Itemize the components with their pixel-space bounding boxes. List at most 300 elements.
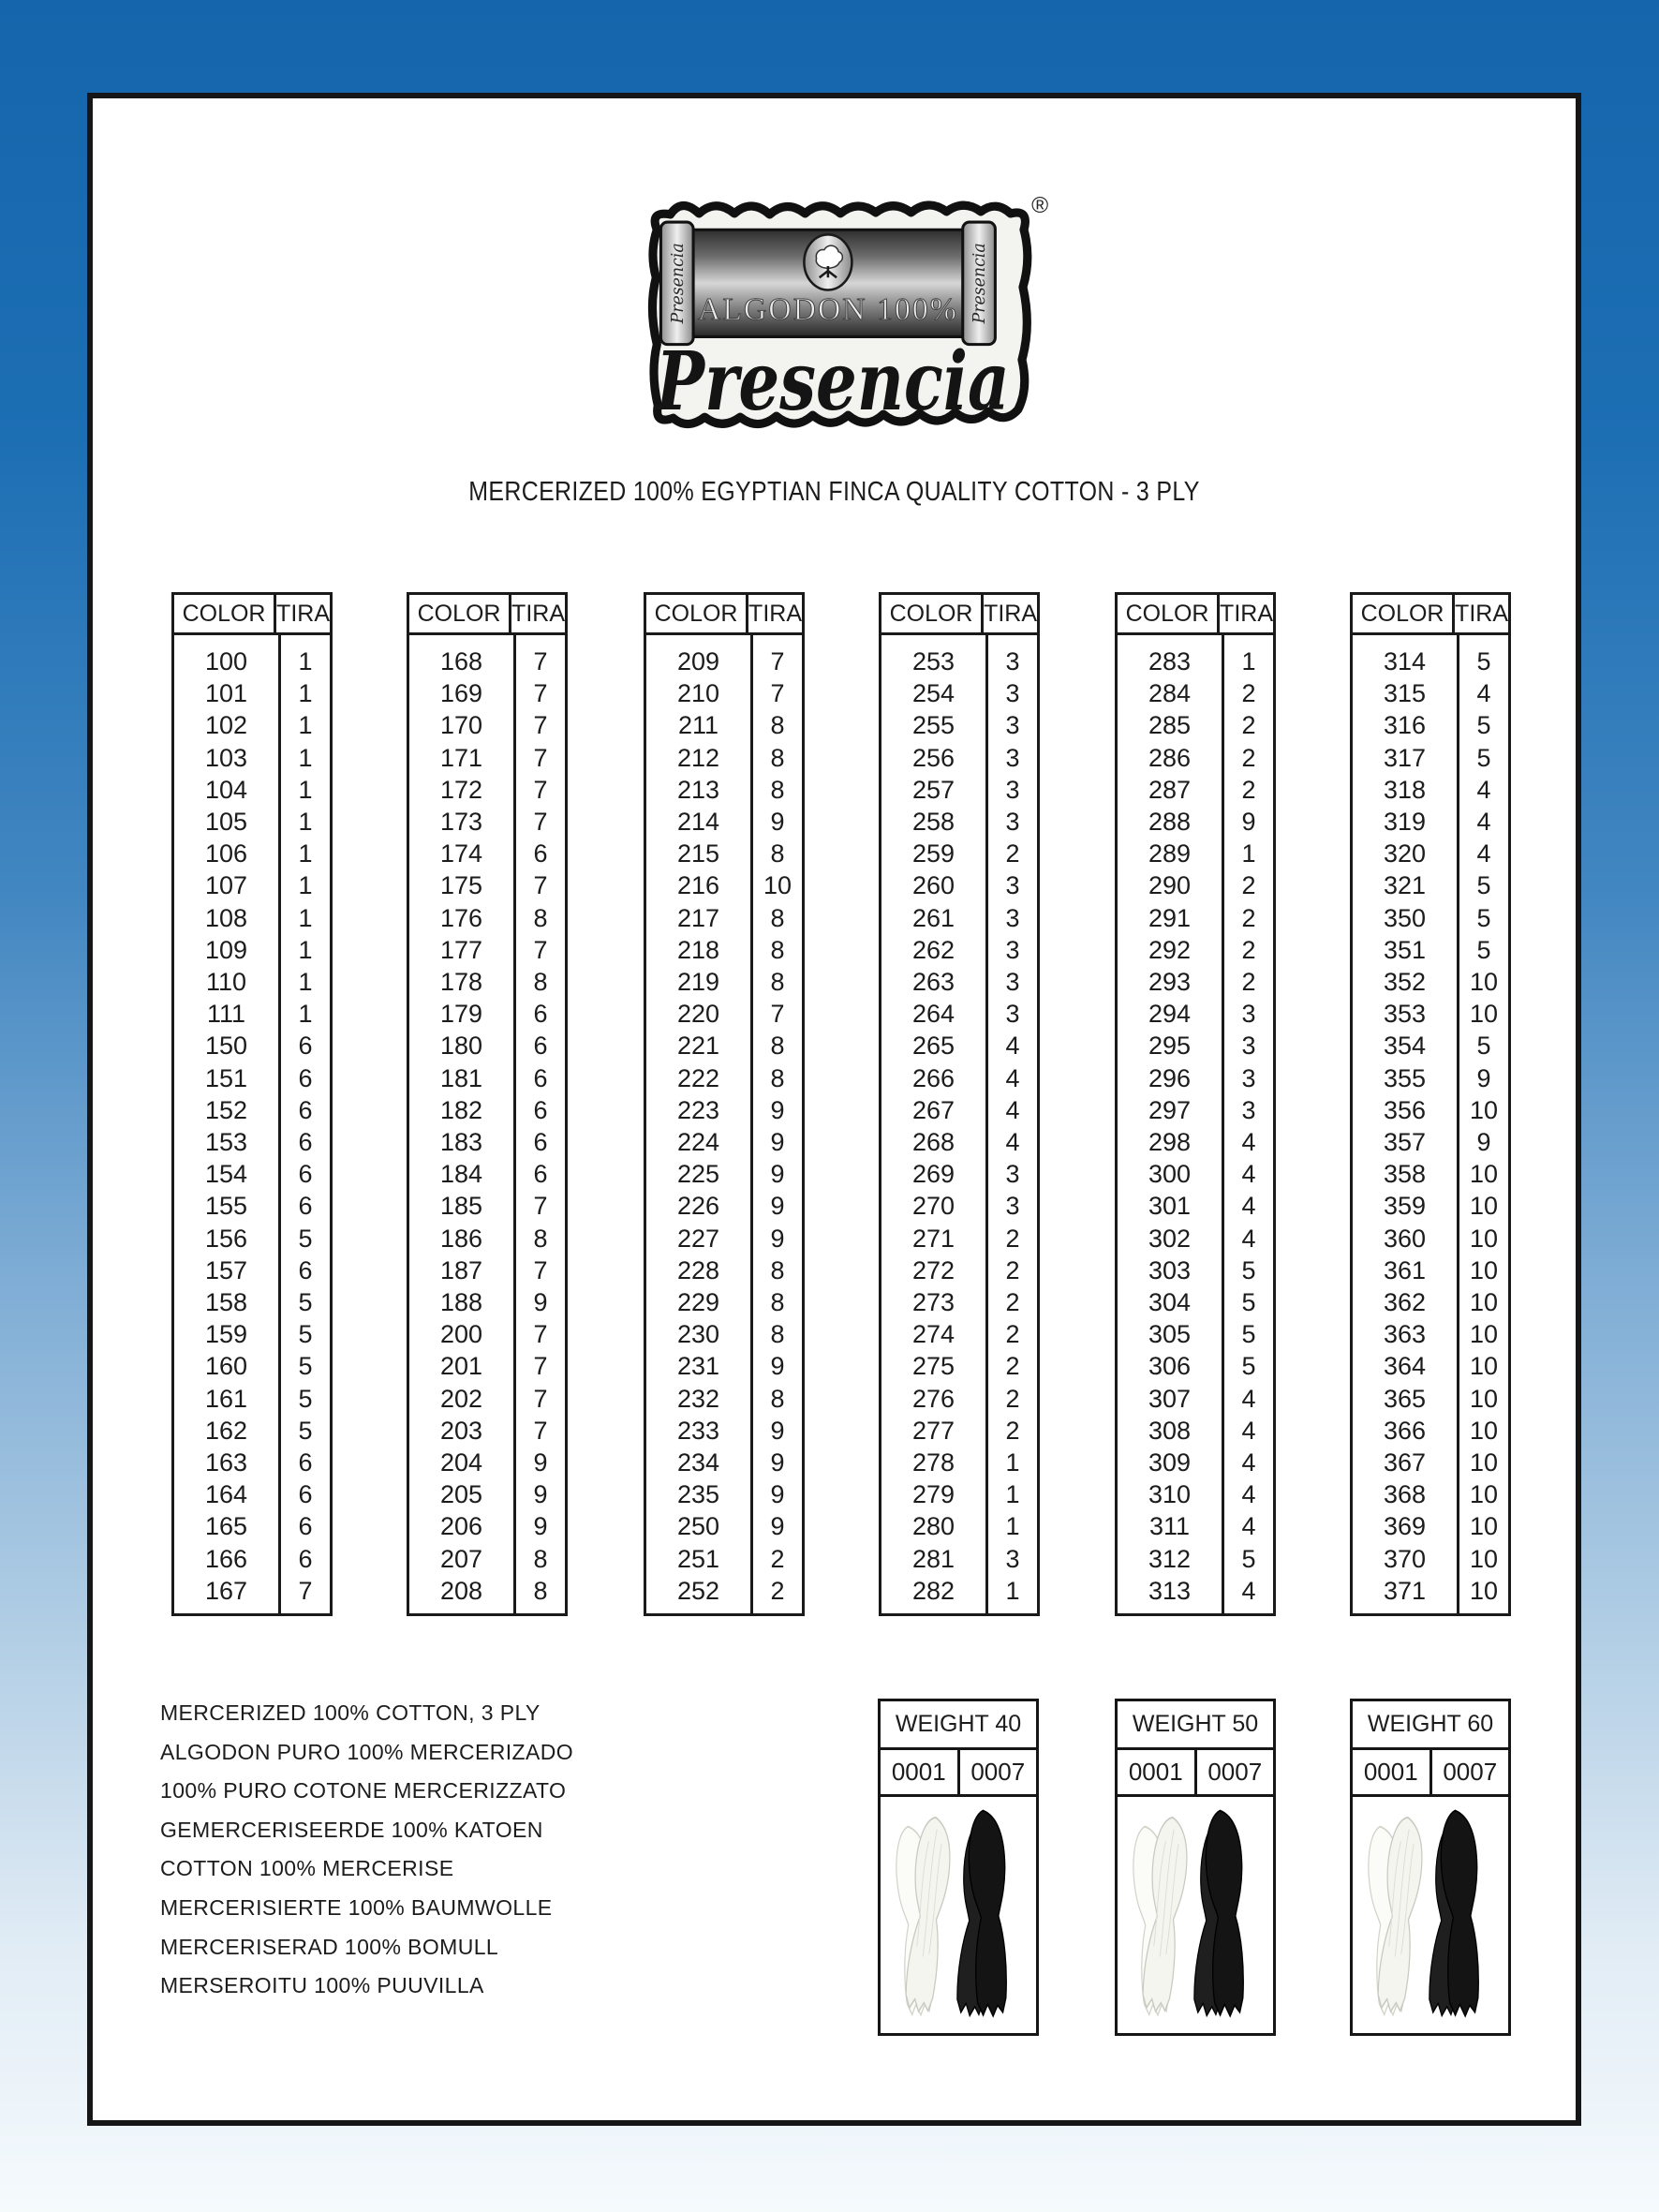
table-row bbox=[1353, 902, 1508, 934]
table-row bbox=[646, 1350, 802, 1382]
tira-cell: 5 bbox=[298, 1352, 313, 1381]
tira-cell: 9 bbox=[770, 1095, 785, 1124]
color-cell: 218 bbox=[676, 935, 720, 964]
footnote-line: MERCERISERAD 100% BOMULL bbox=[160, 1934, 499, 1959]
color-cell: 233 bbox=[676, 1416, 720, 1445]
tira-cell: 8 bbox=[770, 1032, 785, 1061]
tira-cell: 8 bbox=[533, 1576, 548, 1605]
tira-cell: 6 bbox=[298, 1063, 313, 1092]
color-cell: 293 bbox=[1148, 968, 1192, 997]
color-cell: 200 bbox=[439, 1320, 483, 1349]
tira-cell: 4 bbox=[1476, 839, 1491, 868]
color-codes-row bbox=[881, 1750, 1036, 1797]
table-row bbox=[881, 966, 1037, 998]
color-cell: 203 bbox=[439, 1416, 483, 1445]
table-row bbox=[409, 774, 565, 806]
color-cell: 225 bbox=[676, 1160, 720, 1189]
table-row bbox=[409, 1158, 565, 1190]
table-row bbox=[409, 1510, 565, 1542]
color-cell: 312 bbox=[1148, 1544, 1192, 1573]
color-cell: 184 bbox=[439, 1160, 483, 1189]
weight-box bbox=[1115, 1699, 1276, 2036]
tira-cell: 5 bbox=[1241, 1288, 1256, 1317]
table-row bbox=[1118, 1190, 1273, 1222]
table-row bbox=[409, 1126, 565, 1158]
tira-cell: 7 bbox=[533, 1255, 548, 1284]
tira-cell: 6 bbox=[298, 1255, 313, 1284]
table-row bbox=[646, 1062, 802, 1094]
table-row bbox=[1118, 1126, 1273, 1158]
table-row bbox=[174, 1126, 330, 1158]
color-cell: 255 bbox=[911, 711, 955, 740]
color-cell: 187 bbox=[439, 1255, 483, 1284]
tira-column-header: TIRA bbox=[1455, 601, 1508, 627]
table-row bbox=[174, 774, 330, 806]
table-row bbox=[174, 1158, 330, 1190]
table-row bbox=[1353, 742, 1508, 774]
table-body bbox=[1353, 635, 1508, 1613]
color-cell: 182 bbox=[439, 1095, 483, 1124]
table-row bbox=[881, 806, 1037, 838]
table-row bbox=[646, 1543, 802, 1575]
tira-cell: 1 bbox=[298, 871, 313, 900]
black-skein bbox=[955, 1808, 1012, 2018]
color-cell: 265 bbox=[911, 1032, 955, 1061]
table-row bbox=[174, 934, 330, 966]
table-row bbox=[646, 1383, 802, 1415]
tira-cell: 3 bbox=[1005, 1192, 1020, 1221]
tira-cell: 4 bbox=[1241, 1192, 1256, 1221]
color-cell: 268 bbox=[911, 1128, 955, 1157]
color-cell: 264 bbox=[911, 1000, 955, 1029]
table-row bbox=[174, 1415, 330, 1447]
tira-cell: 3 bbox=[1241, 1063, 1256, 1092]
logo-label: ALGODON 100% bbox=[697, 292, 958, 328]
weight-title: WEIGHT 40 bbox=[881, 1701, 1036, 1750]
table-row bbox=[881, 1543, 1037, 1575]
color-cell: 291 bbox=[1148, 903, 1192, 932]
color-table-group bbox=[879, 592, 1040, 1616]
tira-cell: 2 bbox=[1005, 1320, 1020, 1349]
skeins-illustration bbox=[1118, 1797, 1273, 2033]
table-row bbox=[409, 838, 565, 869]
table-row bbox=[881, 1158, 1037, 1190]
color-cell: 260 bbox=[911, 871, 955, 900]
table-row bbox=[646, 1575, 802, 1607]
tira-cell: 4 bbox=[1005, 1063, 1020, 1092]
table-row bbox=[881, 1254, 1037, 1286]
table-row bbox=[881, 1575, 1037, 1607]
footnote-line: 100% PURO COTONE MERCERIZZATO bbox=[160, 1778, 567, 1804]
tira-cell: 6 bbox=[533, 1160, 548, 1189]
table-row bbox=[881, 1383, 1037, 1415]
color-cell: 274 bbox=[911, 1320, 955, 1349]
table-row bbox=[881, 1447, 1037, 1478]
color-cell: 235 bbox=[676, 1480, 720, 1509]
tira-column-header: TIRA bbox=[276, 601, 330, 627]
color-cell: 175 bbox=[439, 871, 483, 900]
table-row bbox=[174, 1030, 330, 1061]
color-cell: 167 bbox=[204, 1576, 248, 1605]
color-cell: 279 bbox=[911, 1480, 955, 1509]
table-header-row bbox=[646, 595, 802, 635]
tira-cell: 7 bbox=[298, 1576, 313, 1605]
tira-cell: 3 bbox=[1241, 1095, 1256, 1124]
tira-cell: 8 bbox=[770, 839, 785, 868]
color-cell: 261 bbox=[911, 903, 955, 932]
table-row bbox=[646, 1254, 802, 1286]
table-row bbox=[409, 1190, 565, 1222]
tira-cell: 4 bbox=[1241, 1416, 1256, 1445]
tira-cell: 2 bbox=[770, 1576, 785, 1605]
color-cell: 228 bbox=[676, 1255, 720, 1284]
color-cell: 176 bbox=[439, 903, 483, 932]
logo-illustration bbox=[594, 169, 1072, 459]
color-cell: 216 bbox=[676, 871, 720, 900]
tira-cell: 10 bbox=[1469, 1512, 1499, 1541]
color-cell: 171 bbox=[439, 743, 483, 772]
table-row bbox=[1353, 1126, 1508, 1158]
tira-cell: 5 bbox=[1476, 711, 1491, 740]
color-cell: 178 bbox=[439, 968, 483, 997]
tira-cell: 3 bbox=[1005, 871, 1020, 900]
tira-cell: 3 bbox=[1005, 1544, 1020, 1573]
table-row bbox=[881, 838, 1037, 869]
color-cell: 281 bbox=[911, 1544, 955, 1573]
color-cell: 361 bbox=[1383, 1255, 1427, 1284]
table-row bbox=[646, 1190, 802, 1222]
color-cell: 289 bbox=[1148, 839, 1192, 868]
code-black-cell: 0007 bbox=[970, 1758, 1026, 1786]
table-row bbox=[174, 1062, 330, 1094]
tira-cell: 4 bbox=[1476, 775, 1491, 804]
tira-cell: 7 bbox=[533, 1192, 548, 1221]
table-row bbox=[174, 1447, 330, 1478]
color-cell: 309 bbox=[1148, 1448, 1192, 1477]
table-row bbox=[646, 1286, 802, 1318]
tira-cell: 5 bbox=[298, 1384, 313, 1413]
table-row bbox=[1353, 1543, 1508, 1575]
table-row bbox=[1353, 998, 1508, 1030]
code-white-cell: 0001 bbox=[1353, 1750, 1432, 1794]
table-row bbox=[646, 838, 802, 869]
color-cell: 202 bbox=[439, 1384, 483, 1413]
tira-cell: 6 bbox=[298, 1480, 313, 1509]
color-cell: 290 bbox=[1148, 871, 1192, 900]
color-cell: 304 bbox=[1148, 1288, 1192, 1317]
tira-cell: 3 bbox=[1005, 1000, 1020, 1029]
table-row bbox=[409, 1223, 565, 1254]
tira-cell: 8 bbox=[770, 968, 785, 997]
color-cell: 253 bbox=[911, 647, 955, 675]
color-cell: 273 bbox=[911, 1288, 955, 1317]
weight-box bbox=[878, 1699, 1039, 2036]
table-row bbox=[881, 677, 1037, 709]
white-skein bbox=[1366, 1814, 1426, 2017]
color-cell: 103 bbox=[204, 743, 248, 772]
color-cell: 269 bbox=[911, 1160, 955, 1189]
table-row bbox=[409, 742, 565, 774]
document-page bbox=[87, 93, 1581, 2126]
tira-cell: 3 bbox=[1005, 1160, 1020, 1189]
table-row bbox=[646, 646, 802, 677]
table-row bbox=[1118, 1030, 1273, 1061]
tira-cell: 8 bbox=[770, 711, 785, 740]
tira-cell: 7 bbox=[533, 711, 548, 740]
table-row bbox=[1353, 1030, 1508, 1061]
color-cell: 296 bbox=[1148, 1063, 1192, 1092]
color-table-group bbox=[1115, 592, 1276, 1616]
tira-cell: 10 bbox=[1469, 1480, 1499, 1509]
table-row bbox=[409, 709, 565, 741]
table-row bbox=[881, 1510, 1037, 1542]
color-cell: 154 bbox=[204, 1160, 248, 1189]
table-row bbox=[881, 1415, 1037, 1447]
color-cell: 212 bbox=[676, 743, 720, 772]
color-cell: 188 bbox=[439, 1288, 483, 1317]
tira-cell: 4 bbox=[1005, 1128, 1020, 1157]
table-row bbox=[1118, 1383, 1273, 1415]
color-cell: 303 bbox=[1148, 1255, 1192, 1284]
color-cell: 207 bbox=[439, 1544, 483, 1573]
tira-cell: 6 bbox=[298, 1544, 313, 1573]
table-row bbox=[409, 677, 565, 709]
table-row bbox=[1118, 934, 1273, 966]
color-cell: 355 bbox=[1383, 1063, 1427, 1092]
tira-cell: 10 bbox=[1469, 968, 1499, 997]
color-cell: 214 bbox=[676, 808, 720, 837]
table-row bbox=[646, 1223, 802, 1254]
table-row bbox=[881, 774, 1037, 806]
color-cell: 170 bbox=[439, 711, 483, 740]
table-row bbox=[1353, 1383, 1508, 1415]
table-row bbox=[646, 934, 802, 966]
tira-cell: 4 bbox=[1241, 1480, 1256, 1509]
table-row bbox=[646, 1447, 802, 1478]
color-cell: 169 bbox=[439, 679, 483, 708]
table-row bbox=[881, 1350, 1037, 1382]
tira-cell: 7 bbox=[533, 775, 548, 804]
tira-cell: 7 bbox=[533, 935, 548, 964]
tira-cell: 6 bbox=[533, 1063, 548, 1092]
color-table-group bbox=[171, 592, 333, 1616]
tira-cell: 4 bbox=[1241, 1448, 1256, 1477]
table-row bbox=[174, 806, 330, 838]
tira-cell: 9 bbox=[533, 1512, 548, 1541]
table-row bbox=[881, 1062, 1037, 1094]
tira-cell: 7 bbox=[533, 1320, 548, 1349]
color-cell: 316 bbox=[1383, 711, 1427, 740]
tira-cell: 1 bbox=[298, 743, 313, 772]
table-row bbox=[881, 646, 1037, 677]
tira-cell: 5 bbox=[1241, 1544, 1256, 1573]
tira-cell: 3 bbox=[1241, 1000, 1256, 1029]
color-cell: 267 bbox=[911, 1095, 955, 1124]
table-row bbox=[409, 1030, 565, 1061]
table-row bbox=[174, 677, 330, 709]
tira-cell: 2 bbox=[1241, 743, 1256, 772]
color-cell: 302 bbox=[1148, 1224, 1192, 1253]
tira-cell: 2 bbox=[1005, 1416, 1020, 1445]
tira-cell: 4 bbox=[1241, 1576, 1256, 1605]
tira-cell: 3 bbox=[1005, 903, 1020, 932]
table-row bbox=[174, 869, 330, 901]
color-cell: 276 bbox=[911, 1384, 955, 1413]
color-cell: 161 bbox=[204, 1384, 248, 1413]
color-cell: 317 bbox=[1383, 743, 1427, 772]
tira-cell: 8 bbox=[533, 1544, 548, 1573]
table-row bbox=[1353, 1286, 1508, 1318]
tira-column-header: TIRA bbox=[748, 601, 802, 627]
table-row bbox=[1353, 838, 1508, 869]
color-cell: 254 bbox=[911, 679, 955, 708]
table-row bbox=[646, 1510, 802, 1542]
table-row bbox=[1353, 709, 1508, 741]
table-row bbox=[1353, 1062, 1508, 1094]
color-cell: 362 bbox=[1383, 1288, 1427, 1317]
table-row bbox=[881, 902, 1037, 934]
tira-cell: 1 bbox=[1005, 1480, 1020, 1509]
tira-cell: 9 bbox=[533, 1448, 548, 1477]
color-cell: 275 bbox=[911, 1352, 955, 1381]
tira-cell: 1 bbox=[1241, 647, 1256, 675]
table-row bbox=[409, 646, 565, 677]
color-cell: 282 bbox=[911, 1576, 955, 1605]
tira-cell: 8 bbox=[770, 1384, 785, 1413]
tira-cell: 5 bbox=[1476, 1032, 1491, 1061]
tira-cell: 2 bbox=[1241, 679, 1256, 708]
tira-cell: 9 bbox=[1241, 808, 1256, 837]
tira-cell: 8 bbox=[770, 743, 785, 772]
table-row bbox=[1353, 1478, 1508, 1510]
footnote-line: GEMERCERISEERDE 100% KATOEN bbox=[160, 1817, 543, 1842]
table-row bbox=[1118, 742, 1273, 774]
table-row bbox=[1118, 1094, 1273, 1126]
black-skein bbox=[1427, 1808, 1484, 2018]
footnote-line: COTTON 100% MERCERISE bbox=[160, 1856, 454, 1881]
table-row bbox=[1118, 1286, 1273, 1318]
tira-cell: 3 bbox=[1241, 1032, 1256, 1061]
color-cell: 285 bbox=[1148, 711, 1192, 740]
color-cell: 150 bbox=[204, 1032, 248, 1061]
color-cell: 234 bbox=[676, 1448, 720, 1477]
table-row bbox=[174, 838, 330, 869]
tira-cell: 8 bbox=[533, 1224, 548, 1253]
color-cell: 232 bbox=[676, 1384, 720, 1413]
color-cell: 208 bbox=[439, 1576, 483, 1605]
color-cell: 227 bbox=[676, 1224, 720, 1253]
tira-cell: 10 bbox=[1469, 1384, 1499, 1413]
tira-cell: 4 bbox=[1241, 1128, 1256, 1157]
tira-cell: 9 bbox=[770, 1512, 785, 1541]
tira-cell: 2 bbox=[1241, 968, 1256, 997]
color-cell: 159 bbox=[204, 1320, 248, 1349]
tira-cell: 6 bbox=[533, 1095, 548, 1124]
color-cell: 256 bbox=[911, 743, 955, 772]
color-cell: 204 bbox=[439, 1448, 483, 1477]
tira-cell: 2 bbox=[1005, 1224, 1020, 1253]
table-row bbox=[881, 742, 1037, 774]
weight-title: WEIGHT 60 bbox=[1353, 1701, 1508, 1750]
table-row bbox=[881, 934, 1037, 966]
tira-cell: 8 bbox=[770, 903, 785, 932]
tira-cell: 7 bbox=[533, 808, 548, 837]
table-row bbox=[646, 902, 802, 934]
logo-side-text-right: Presencia bbox=[970, 243, 990, 324]
table-row bbox=[1118, 1415, 1273, 1447]
tira-cell: 6 bbox=[298, 1128, 313, 1157]
color-cell: 166 bbox=[204, 1544, 248, 1573]
color-codes-row bbox=[1118, 1750, 1273, 1797]
color-cell: 311 bbox=[1148, 1512, 1191, 1541]
table-row bbox=[1118, 998, 1273, 1030]
color-cell: 308 bbox=[1148, 1416, 1192, 1445]
tira-cell: 3 bbox=[1005, 647, 1020, 675]
tira-cell: 2 bbox=[770, 1544, 785, 1573]
color-cell: 231 bbox=[676, 1352, 720, 1381]
table-row bbox=[646, 1030, 802, 1061]
table-row bbox=[174, 1223, 330, 1254]
tira-cell: 2 bbox=[1241, 775, 1256, 804]
table-row bbox=[409, 1350, 565, 1382]
tira-cell: 2 bbox=[1005, 839, 1020, 868]
table-row bbox=[1353, 1094, 1508, 1126]
table-header-row bbox=[1118, 595, 1273, 635]
color-cell: 286 bbox=[1148, 743, 1192, 772]
color-cell: 158 bbox=[204, 1288, 248, 1317]
table-row bbox=[409, 902, 565, 934]
table-row bbox=[1353, 1318, 1508, 1350]
tira-cell: 7 bbox=[533, 1416, 548, 1445]
tira-cell: 10 bbox=[1469, 1448, 1499, 1477]
tira-cell: 5 bbox=[1476, 871, 1491, 900]
table-row bbox=[1118, 1223, 1273, 1254]
tira-cell: 9 bbox=[1476, 1063, 1491, 1092]
table-row bbox=[1353, 1510, 1508, 1542]
tira-cell: 9 bbox=[770, 1480, 785, 1509]
tira-cell: 10 bbox=[1469, 1000, 1499, 1029]
color-cell: 151 bbox=[204, 1063, 248, 1092]
table-row bbox=[646, 966, 802, 998]
color-cell: 185 bbox=[439, 1192, 483, 1221]
table-row bbox=[174, 1254, 330, 1286]
color-cell: 292 bbox=[1148, 935, 1192, 964]
table-body bbox=[174, 635, 330, 1613]
color-cell: 357 bbox=[1383, 1128, 1427, 1157]
color-cell: 104 bbox=[204, 775, 248, 804]
table-row bbox=[174, 742, 330, 774]
color-cell: 181 bbox=[439, 1063, 483, 1092]
table-row bbox=[1118, 1062, 1273, 1094]
color-cell: 219 bbox=[676, 968, 720, 997]
footnote-line: MERCERIZED 100% COTTON, 3 PLY bbox=[160, 1700, 541, 1725]
tira-cell: 1 bbox=[298, 839, 313, 868]
tira-cell: 7 bbox=[533, 871, 548, 900]
tira-cell: 9 bbox=[770, 1128, 785, 1157]
table-row bbox=[174, 1478, 330, 1510]
color-cell: 370 bbox=[1383, 1544, 1427, 1573]
tira-cell: 5 bbox=[298, 1224, 313, 1253]
color-codes-row bbox=[1353, 1750, 1508, 1797]
tira-cell: 1 bbox=[298, 935, 313, 964]
table-row bbox=[409, 1318, 565, 1350]
tira-cell: 9 bbox=[770, 1224, 785, 1253]
color-cell: 206 bbox=[439, 1512, 483, 1541]
tira-cell: 6 bbox=[298, 1448, 313, 1477]
footnote-line: ALGODON PURO 100% MERCERIZADO bbox=[160, 1739, 574, 1764]
color-cell: 294 bbox=[1148, 1000, 1192, 1029]
table-row bbox=[1353, 1190, 1508, 1222]
